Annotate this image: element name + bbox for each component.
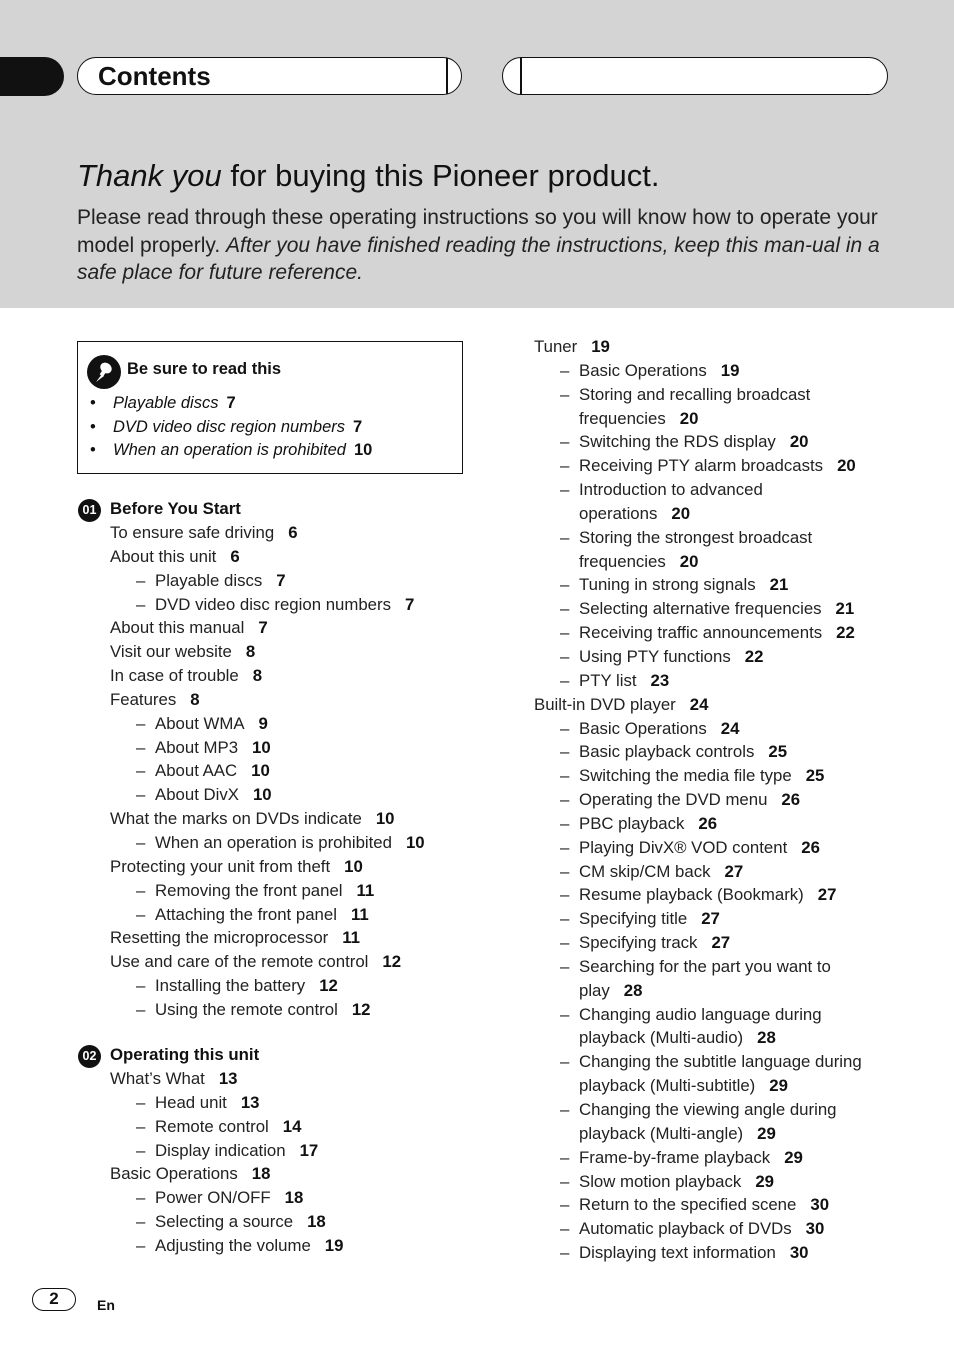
toc-entry[interactable]: [110, 1186, 343, 1210]
toc-page-number: 28: [757, 1028, 776, 1048]
toc-page-number: 28: [623, 980, 643, 1000]
toc-dash: –: [560, 360, 570, 380]
toc-entry[interactable]: [534, 1050, 862, 1074]
section-01-heading: [110, 497, 241, 521]
toc-dash: –: [560, 718, 570, 738]
toc-page-number: 29: [769, 1076, 788, 1096]
toc-entry-text: Displaying text information: [579, 1243, 776, 1263]
toc-entry[interactable]: [110, 545, 425, 569]
toc-page-number: 25: [805, 766, 825, 786]
toc-entry[interactable]: [534, 1193, 862, 1217]
toc-entry[interactable]: [110, 1234, 343, 1258]
toc-entry[interactable]: [534, 335, 862, 359]
toc-entry-text: DVD video disc region numbers: [155, 594, 391, 614]
toc-page-number: 30: [789, 1243, 809, 1263]
toc-entry[interactable]: [534, 550, 862, 574]
toc-entry[interactable]: [534, 740, 862, 764]
toc-entry[interactable]: [534, 1241, 862, 1265]
toc-page-number: 21: [835, 599, 855, 619]
toc-page-number: 7: [276, 570, 286, 590]
toc-list-right-column: [534, 335, 862, 1265]
toc-entry-text: playback (Multi-subtitle): [579, 1076, 756, 1096]
toc-entry[interactable]: [534, 1003, 862, 1027]
toc-entry[interactable]: [110, 1115, 343, 1139]
language-code: En: [97, 1297, 115, 1313]
be-sure-to-read-box: [77, 341, 463, 474]
toc-entry[interactable]: [110, 569, 425, 593]
toc-entry-text: Basic Operations: [579, 718, 707, 738]
toc-entry[interactable]: [110, 831, 425, 855]
toc-entry-text: Storing the strongest broadcast: [579, 527, 813, 547]
toc-entry-text: PBC playback: [579, 813, 685, 833]
toc-entry-text: About this manual: [110, 618, 245, 638]
toc-entry-text: CM skip/CM back: [579, 861, 711, 881]
toc-page-number: 19: [720, 360, 740, 380]
toc-entry[interactable]: [534, 717, 862, 741]
toc-entry-text: frequencies: [579, 408, 666, 428]
toc-dash: –: [136, 832, 146, 852]
toc-entry-text: Selecting a source: [155, 1212, 294, 1232]
toc-dash: –: [136, 999, 146, 1019]
toc-page-number: 10: [252, 737, 271, 757]
toc-entry-text: play: [579, 980, 610, 1000]
toc-dash: –: [560, 480, 570, 500]
toc-dash: –: [560, 1219, 570, 1239]
toc-entry[interactable]: [110, 712, 425, 736]
toc-page-number: 7: [404, 594, 415, 614]
toc-entry[interactable]: [110, 998, 425, 1022]
toc-page-number: 6: [288, 523, 298, 542]
toc-page-number: 20: [671, 503, 691, 523]
toc-entry[interactable]: [534, 979, 862, 1003]
toc-page-number: 25: [768, 742, 788, 762]
toc-entry[interactable]: [534, 383, 862, 407]
toc-dash: –: [560, 456, 570, 476]
toc-entry[interactable]: [534, 1170, 862, 1194]
toc-page-number: 10: [252, 785, 272, 805]
toc-entry-text: frequencies: [579, 551, 666, 571]
toc-dash: –: [560, 766, 570, 786]
toc-entry[interactable]: [110, 783, 425, 807]
toc-entry-text: Operating the DVD menu: [579, 790, 768, 810]
toc-page-number: 27: [724, 861, 744, 881]
intro-plain: Please read through these operating instructions so you will know how to operate your model properly.: [77, 206, 878, 257]
toc-page-number: 19: [324, 1235, 344, 1255]
toc-entry-text: Playing DivX® VOD content: [579, 837, 788, 857]
toc-entry-text: Visit our website: [110, 642, 232, 662]
toc-dash: –: [136, 1235, 146, 1255]
toc-entry[interactable]: [110, 1139, 343, 1163]
toc-page-number: 26: [698, 813, 718, 833]
toc-entry-text: Basic playback controls: [579, 742, 755, 762]
toc-page-number: 29: [757, 1123, 776, 1143]
toc-entry-text: Basic Operations: [579, 360, 707, 380]
toc-entry-text: Changing the viewing angle during: [579, 1100, 837, 1119]
toc-list-operating-this-unit: [110, 1067, 343, 1258]
toc-page-number: 30: [810, 1195, 830, 1215]
toc-entry-text: Return to the specified scene: [579, 1195, 797, 1215]
toc-entry-text: In case of trouble: [110, 666, 239, 686]
toc-entry[interactable]: [110, 974, 425, 998]
intro-italic: After you have finished reading the instructions, keep this man-ual in a safe place for future reference.: [77, 233, 880, 284]
toc-entry[interactable]: [534, 883, 862, 907]
toc-entry-text: Automatic playback of DVDs: [579, 1219, 792, 1239]
toc-dash: –: [560, 956, 570, 976]
toc-entry-text: Introduction to advanced: [579, 480, 763, 500]
toc-entry-text: Basic Operations: [110, 1164, 238, 1184]
section-title[interactable]: Before You Start: [110, 499, 241, 518]
toc-entry[interactable]: [534, 645, 862, 669]
title-box-divider: [446, 58, 448, 94]
toc-entry-text: Resetting the microprocessor: [110, 928, 329, 948]
toc-dash: –: [560, 432, 570, 452]
read-box-title: Be sure to read this: [127, 360, 282, 378]
toc-page-number: 17: [299, 1140, 319, 1160]
toc-entry-text: Tuning in strong signals: [579, 575, 756, 595]
toc-dash: –: [136, 785, 146, 805]
toc-entry-text: Frame-by-frame playback: [579, 1147, 771, 1167]
toc-page-number: 11: [350, 904, 369, 924]
toc-entry-text: Features: [110, 689, 177, 709]
toc-entry[interactable]: [110, 1210, 343, 1234]
toc-entry-text: Using the remote control: [155, 999, 338, 1019]
toc-entry[interactable]: [534, 430, 862, 454]
toc-page-number: 12: [351, 999, 371, 1019]
toc-page-number: 20: [679, 551, 699, 571]
toc-dash: –: [560, 384, 570, 404]
toc-page-number: 8: [245, 642, 256, 662]
toc-dash: –: [136, 1116, 146, 1136]
toc-dash: –: [560, 670, 570, 690]
toc-entry[interactable]: [534, 1146, 862, 1170]
toc-entry[interactable]: [534, 502, 862, 526]
toc-entry[interactable]: [534, 788, 862, 812]
toc-entry-text: Tuner: [534, 337, 578, 356]
toc-page-number: 24: [689, 694, 709, 714]
toc-entry[interactable]: [534, 931, 862, 955]
toc-dash: –: [136, 1188, 146, 1208]
toc-entry[interactable]: [110, 593, 425, 617]
toc-page-number: 27: [817, 885, 837, 905]
toc-page-number: 10: [375, 809, 395, 829]
toc-entry-text: Display indication: [155, 1140, 286, 1160]
toc-entry[interactable]: [534, 1026, 862, 1050]
toc-entry-text: Remote control: [155, 1116, 269, 1136]
toc-entry-text: When an operation is prohibited: [155, 832, 392, 852]
toc-dash: –: [560, 1243, 570, 1263]
toc-dash: –: [136, 594, 146, 614]
toc-entry-text: To ensure safe driving: [110, 523, 275, 542]
toc-page-number: 27: [701, 909, 720, 929]
toc-entry[interactable]: [534, 860, 862, 884]
toc-entry[interactable]: [534, 1098, 862, 1122]
toc-page-number: 30: [805, 1219, 825, 1239]
toc-dash: –: [136, 880, 146, 900]
toc-entry[interactable]: [534, 359, 862, 383]
toc-page-number: 19: [591, 337, 610, 356]
toc-entry-text: Receiving PTY alarm broadcasts: [579, 456, 824, 476]
toc-entry-text: Attaching the front panel: [155, 904, 337, 924]
toc-entry[interactable]: [534, 407, 862, 431]
toc-entry[interactable]: [110, 688, 425, 712]
toc-entry[interactable]: [110, 926, 425, 950]
thank-you-rest: for buying this Pioneer product.: [221, 158, 660, 193]
toc-entry-text: About MP3: [155, 737, 239, 757]
toc-page-number: 10: [405, 832, 425, 852]
intro-paragraph: [77, 204, 892, 287]
toc-entry-text: About AAC: [155, 761, 238, 781]
toc-page-number: 21: [769, 575, 789, 595]
toc-entry-text: What the marks on DVDs indicate: [110, 809, 362, 829]
toc-entry[interactable]: [534, 693, 862, 717]
toc-dash: –: [136, 1212, 146, 1232]
toc-entry-text: Searching for the part you want to: [579, 956, 831, 976]
toc-dash: –: [136, 904, 146, 924]
toc-page-number: 9: [258, 713, 268, 733]
toc-page-number: 22: [744, 646, 764, 666]
toc-entry[interactable]: [534, 621, 862, 645]
toc-page-number: 26: [801, 837, 820, 857]
toc-entry-text: Built-in DVD player: [534, 694, 676, 714]
thank-you-italic: Thank you: [77, 158, 222, 193]
toc-entry-text: Protecting your unit from theft: [110, 856, 331, 876]
toc-dash: –: [560, 646, 570, 666]
read-box-list: [90, 394, 372, 465]
toc-dash: –: [560, 1052, 570, 1072]
section-title[interactable]: Operating this unit: [110, 1045, 260, 1064]
toc-entry[interactable]: [110, 736, 425, 760]
contents-title-box: [77, 57, 462, 95]
toc-entry-text: About this unit: [110, 546, 217, 566]
toc-entry-text: Specifying track: [579, 933, 698, 953]
toc-entry[interactable]: [110, 640, 425, 664]
toc-dash: –: [560, 1195, 570, 1215]
toc-entry-text: Removing the front panel: [155, 880, 343, 900]
blank-title-box: [502, 57, 888, 95]
toc-dash: –: [136, 1140, 146, 1160]
toc-entry[interactable]: [534, 955, 862, 979]
section-number-badge: 01: [78, 499, 101, 522]
toc-entry[interactable]: [110, 664, 425, 688]
toc-entry[interactable]: [110, 950, 425, 974]
toc-page-number: 20: [789, 432, 809, 452]
toc-entry[interactable]: [110, 807, 425, 831]
toc-page-number: 12: [382, 952, 402, 972]
toc-entry-text: About WMA: [155, 713, 245, 733]
toc-dash: –: [136, 1092, 146, 1112]
section-number-badge: 02: [78, 1045, 101, 1068]
toc-page-number: 14: [282, 1116, 302, 1136]
toc-entry[interactable]: [534, 597, 862, 621]
toc-dash: –: [136, 976, 146, 996]
toc-page-number: 20: [837, 456, 856, 476]
pushpin-icon: [87, 355, 121, 389]
thank-you-heading: [77, 158, 659, 194]
toc-page-number: 18: [251, 1164, 271, 1184]
toc-page-number: 18: [284, 1188, 304, 1208]
toc-entry[interactable]: [534, 1217, 862, 1241]
toc-dash: –: [560, 885, 570, 905]
toc-entry-text: Storing and recalling broadcast: [579, 384, 811, 404]
toc-entry-text: Selecting alternative frequencies: [579, 599, 822, 619]
toc-page-number: 27: [711, 933, 731, 953]
toc-page-number: 8: [252, 666, 263, 686]
toc-page-number: 8: [190, 689, 200, 709]
page-number: 2: [32, 1288, 76, 1311]
toc-page-number: 26: [781, 790, 801, 810]
toc-entry-text: Installing the battery: [155, 976, 306, 996]
toc-entry-text: Switching the media file type: [579, 766, 792, 786]
contents-title: Contents: [98, 61, 211, 91]
toc-entry-text: PTY list: [579, 670, 637, 690]
toc-dash: –: [560, 527, 570, 547]
toc-entry-text: Playable discs: [155, 570, 263, 590]
toc-entry-text: About DivX: [155, 785, 239, 805]
toc-page-number: 13: [218, 1069, 238, 1088]
toc-dash: –: [560, 1004, 570, 1024]
toc-dash: –: [560, 837, 570, 857]
toc-entry[interactable]: [110, 855, 425, 879]
toc-entry[interactable]: [110, 1091, 343, 1115]
read-box-item[interactable]: • When an operation is prohibited 10: [90, 441, 373, 460]
toc-page-number: 10: [344, 856, 363, 876]
toc-dash: –: [560, 861, 570, 881]
toc-entry-text: Changing audio language during: [579, 1004, 822, 1024]
toc-dash: –: [560, 1147, 570, 1167]
toc-entry[interactable]: [534, 764, 862, 788]
toc-entry[interactable]: [534, 669, 862, 693]
toc-entry-text: operations: [579, 503, 658, 523]
toc-entry[interactable]: [534, 907, 862, 931]
toc-dash: –: [560, 599, 570, 619]
toc-entry[interactable]: [534, 1074, 862, 1098]
toc-entry[interactable]: [534, 454, 862, 478]
toc-dash: –: [560, 909, 570, 929]
toc-page-number: 29: [755, 1171, 774, 1191]
toc-dash: –: [136, 713, 146, 733]
toc-entry[interactable]: [534, 812, 862, 836]
toc-entry[interactable]: [534, 573, 862, 597]
toc-entry[interactable]: [110, 903, 425, 927]
toc-entry[interactable]: [110, 616, 425, 640]
toc-page-number: 20: [679, 408, 699, 428]
toc-page-number: 13: [240, 1092, 260, 1112]
toc-entry-text: Power ON/OFF: [155, 1188, 271, 1208]
toc-dash: –: [560, 742, 570, 762]
toc-entry[interactable]: [110, 1067, 343, 1091]
toc-entry-text: Specifying title: [579, 909, 688, 929]
toc-page-number: 24: [720, 718, 740, 738]
toc-page-number: 12: [319, 976, 338, 996]
read-box-item[interactable]: • DVD video disc region numbers 7: [90, 417, 363, 436]
toc-entry-text: playback (Multi-audio): [579, 1028, 744, 1048]
toc-entry-text: Receiving traffic announcements: [579, 623, 823, 643]
toc-entry[interactable]: [110, 879, 425, 903]
toc-entry-text: playback (Multi-angle): [579, 1123, 744, 1143]
toc-dash: –: [560, 790, 570, 810]
toc-page-number: 18: [307, 1212, 326, 1232]
toc-page-number: 23: [650, 670, 670, 690]
toc-dash: –: [136, 737, 146, 757]
toc-entry[interactable]: [110, 521, 425, 545]
toc-entry-text: Use and care of the remote control: [110, 952, 369, 972]
toc-dash: –: [136, 570, 146, 590]
toc-entry-text: What’s What: [110, 1069, 205, 1088]
toc-page-number: 22: [836, 623, 855, 643]
toc-entry[interactable]: [110, 1162, 343, 1186]
toc-entry-text: Using PTY functions: [579, 646, 731, 666]
toc-page-number: 10: [251, 761, 270, 781]
toc-page-number: 11: [342, 928, 360, 948]
section-02-heading: [110, 1043, 259, 1067]
toc-entry-text: Slow motion playback: [579, 1171, 742, 1191]
toc-entry[interactable]: [110, 759, 425, 783]
blank-box-divider: [520, 58, 522, 94]
toc-entry[interactable]: [534, 478, 862, 502]
toc-entry-text: Adjusting the volume: [155, 1235, 311, 1255]
toc-dash: –: [560, 575, 570, 595]
toc-dash: –: [560, 933, 570, 953]
toc-entry-text: Head unit: [155, 1092, 227, 1112]
toc-dash: –: [560, 1100, 570, 1119]
toc-dash: –: [560, 813, 570, 833]
toc-entry[interactable]: [534, 836, 862, 860]
read-box-item[interactable]: • Playable discs 7: [90, 394, 236, 412]
toc-entry[interactable]: [534, 526, 862, 550]
toc-dash: –: [560, 1171, 570, 1191]
toc-page-number: 6: [230, 546, 240, 566]
toc-page-number: 7: [258, 618, 268, 638]
toc-entry-text: Changing the subtitle language during: [579, 1052, 862, 1072]
toc-entry-text: Switching the RDS display: [579, 432, 776, 452]
toc-entry[interactable]: [534, 1122, 862, 1146]
toc-dash: –: [136, 761, 146, 781]
toc-dash: –: [560, 623, 570, 643]
toc-list-before-you-start: [110, 521, 425, 1022]
toc-page-number: 11: [356, 880, 375, 900]
toc-page-number: 29: [784, 1147, 803, 1167]
toc-entry-text: Resume playback (Bookmark): [579, 885, 804, 905]
section-tab-marker: [0, 57, 64, 96]
